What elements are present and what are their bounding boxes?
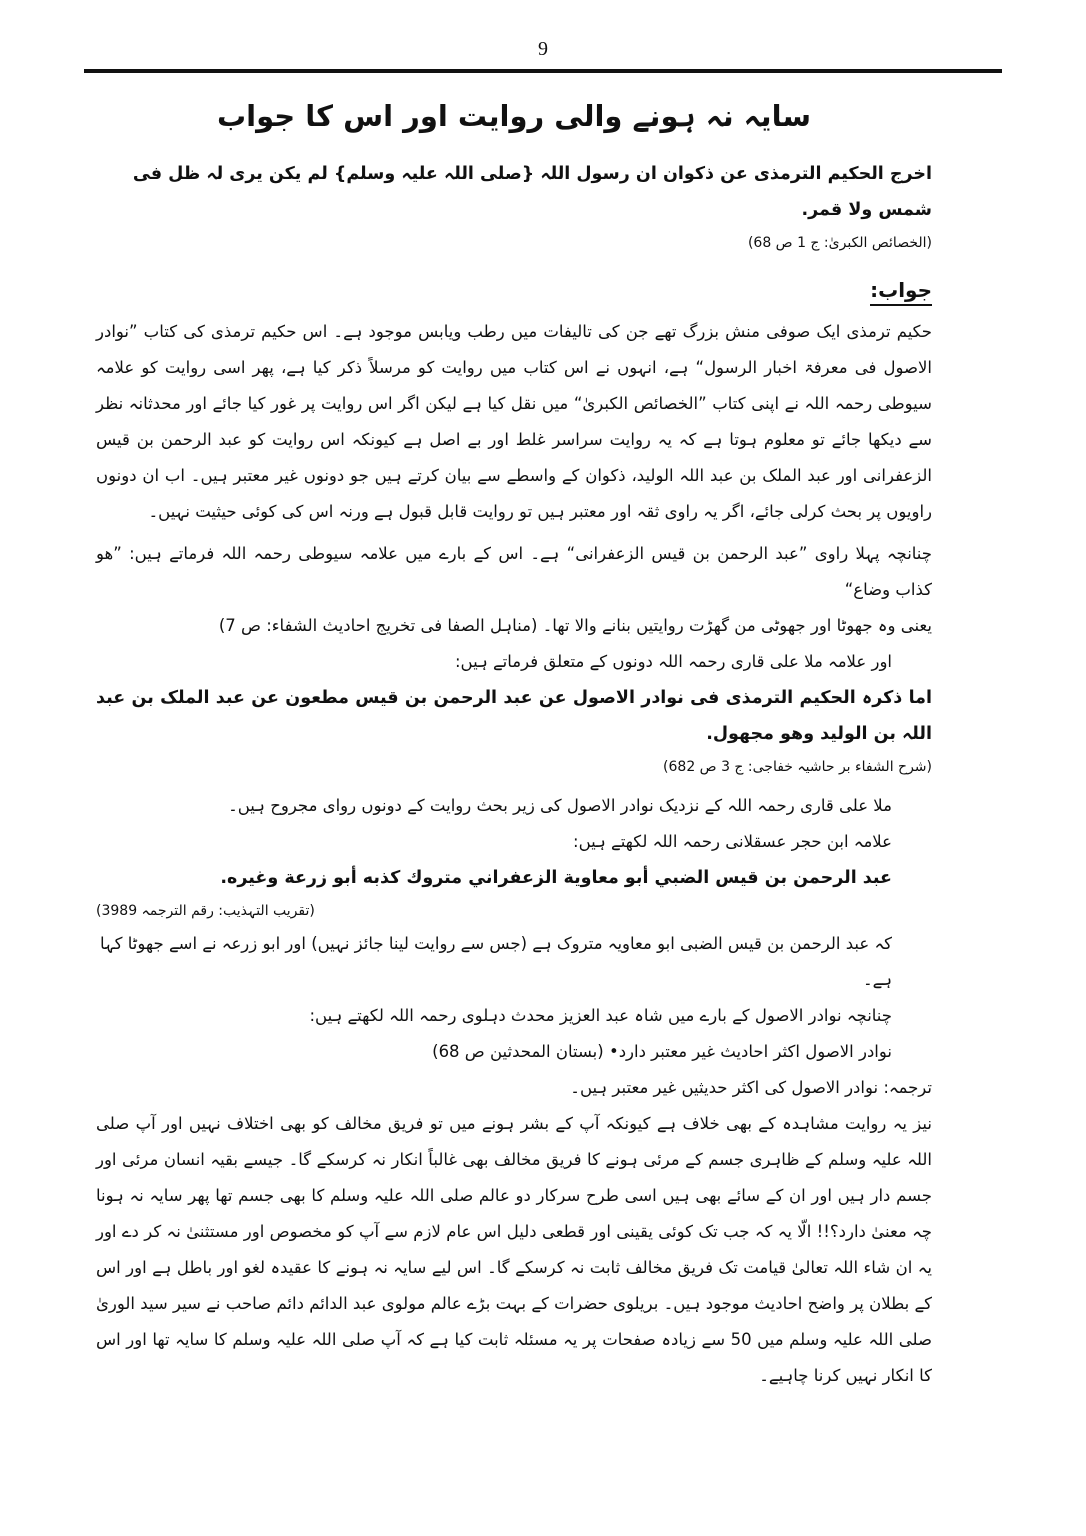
answer-paragraph-3: یعنی وہ جھوٹا اور جھوٹی من گھڑت روایتیں بنانے والا تھا۔ (مناہل الصفا فی تخریج احادیث الشفاء: ص 7) [218, 616, 932, 635]
intro-reference: (الخصائص الکبریٰ: ج 1 ص 68) [747, 235, 932, 251]
answer-paragraph-1: حکیم ترمذی ایک صوفی منش بزرگ تھے جن کی تالیفات میں رطب ویابس موجود ہے۔ اس حکیم ترمذی کی کتاب ”نوادر الاصول فی معرفۃ اخبار الرسول“ ہے، انہوں نے اس کتاب میں روایت کو مرسلاً ذکر کیا ہے، پھر اسی روایت کو علامہ سیوطی رحمہ اللہ نے اپنی کتاب ”الخصائص الکبریٰ“ میں نقل کیا ہے لیکن اگر اس روایت پر غور کیا جائے اور محدثانہ نظر سے دیکھا جائے تو معلوم ہوتا ہے کہ یہ روایت سراسر غلط اور بے اصل ہے کیونکہ اس روایت کو عبد الرحمن بن قیس الزعفرانی اور عبد الملک بن عبد اللہ الولید، ذکوان کے واسطے سے بیان کرتے ہیں جو دونوں غیر معتبر ہیں۔ اب ان دونوں راویوں پر بحث کرلی جائے، اگر یہ راوی ثقہ اور معتبر ہیں تو روایت قابل قبول ہے ورنہ اس کی کوئی حیثیت نہیں۔ [96, 322, 932, 521]
answer-paragraph-6: علامہ ابن حجر عسقلانی رحمہ اللہ لکھتے ہیں: [573, 832, 892, 851]
arabic-quote-2: اما ذکرہ الحکیم الترمذی فی نوادر الاصول عن عبد الرحمن بن قیس مطعون عن عبد الملک بن عبد اللہ بن الولید وهو مجهول. [96, 688, 932, 744]
arabic-quote-3: عبد الرحمن بن قيس الضبي أبو معاوية الزعفراني متروك كذبه أبو زرعة وغيره. [220, 868, 892, 888]
answer-paragraph-9: نوادر الاصول اکثر احادیث غیر معتبر دارد• (بستان المحدثین ص 68) [432, 1042, 892, 1061]
answer-paragraph-11: نیز یہ روایت مشاہدہ کے بھی خلاف ہے کیونکہ آپ کے بشر ہونے میں تو فریق مخالف کو بھی اختلاف نہیں اور آپ صلی اللہ علیہ وسلم کے ظاہری جسم کے مرئی ہونے کا فریق مخالف بھی غالباً انکار نہ کرسکے گا۔ جیسے بقیہ انسان مرئی اور جسم دار ہیں اور ان کے سائے بھی ہیں اسی طرح سرکار دو عالم صلی اللہ علیہ وسلم کا بھی جسم تھا پھر سایہ نہ ہونا چہ معنیٰ دارد؟!! الّا یہ کہ جب تک کوئی یقینی اور قطعی دلیل اس عام لازم سے آپ کو مخصوص اور مستثنیٰ نہ کر دے اور یہ ان شاء اللہ تعالیٰ قیامت تک فریق مخالف ثابت نہ کرسکے گا۔ اس لیے سایہ نہ ہونے کا عقیدہ لغو اور باطل ہے اور اس کے بطلان پر واضح احادیث موجود ہیں۔ بریلوی حضرات کے بہت بڑے عالم مولوی عبد الدائم دائم صاحب نے سیر سید الوریٰ صلی اللہ علیہ وسلم میں 50 سے زیادہ صفحات پر یہ مسئلہ ثابت کیا ہے کہ آپ صلی اللہ علیہ وسلم کا سایہ تھا اور اس کا انکار نہیں کرنا چاہیے۔ [96, 1114, 932, 1385]
header-rule [84, 69, 1002, 73]
answer-paragraph-7: کہ عبد الرحمن بن قیس الضبی ابو معاویہ متروک ہے (جس سے روایت لینا جائز نہیں) اور ابو زرعہ نے اسے جھوٹا کہا ہے۔ [99, 934, 892, 989]
page-number: 9 [538, 38, 548, 60]
intro-arabic-text: اخرج الحکیم الترمذی عن ذکوان ان رسول اللہ {صلی اللہ علیہ وسلم} لم یکن یری لہ ظل فی شمس ولا قمر. [132, 164, 932, 220]
page-content [96, 96, 932, 1394]
answer-paragraph-10: ترجمہ: نوادر الاصول کی اکثر حدیثیں غیر معتبر ہیں۔ [570, 1078, 932, 1097]
answer-paragraph-2: چنانچہ پہلا راوی ”عبد الرحمن بن قیس الزعفرانی“ ہے۔ اس کے بارے میں علامہ سیوطی رحمہ اللہ فرماتے ہیں: ”هو کذاب وضاع“ [96, 544, 932, 599]
answer-paragraph-8: چنانچہ نوادر الاصول کے بارے میں شاہ عبد العزیز محدث دہلوی رحمہ اللہ لکھتے ہیں: [309, 1006, 892, 1025]
answer-paragraph-5: ملا علی قاری رحمہ اللہ کے نزدیک نوادر الاصول کی زیر بحث روایت کے دونوں روای مجروح ہیں۔ [228, 796, 892, 815]
reference-3: (تقریب التہذیب: رقم الترجمہ 3989) [96, 903, 315, 919]
page-title: سایہ نہ ہونے والی روایت اور اس کا جواب [217, 99, 811, 133]
reference-2: (شرح الشفاء بر حاشیہ خفاجی: ج 3 ص 682) [663, 759, 932, 775]
answer-paragraph-4: اور علامہ ملا علی قاری رحمہ اللہ دونوں کے متعلق فرماتے ہیں: [454, 652, 892, 671]
answer-heading-row [96, 258, 932, 314]
answer-heading: جواب: [870, 276, 932, 306]
